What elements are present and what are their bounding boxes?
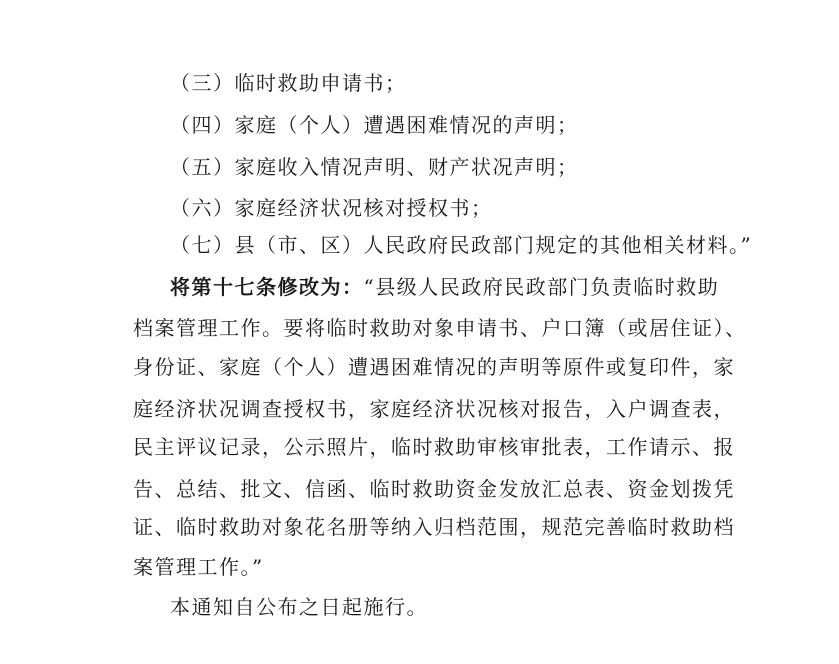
amendment-line: 案管理工作。” xyxy=(133,555,264,579)
list-item-7: （七）县（市、区）人民政府民政部门规定的其他相关材料。” xyxy=(170,233,753,257)
amendment-first-line xyxy=(170,275,719,299)
amendment-line: 告、总结、批文、信函、临时救助资金发放汇总表、资金划拨凭 xyxy=(133,477,735,501)
list-item-4: （四）家庭（个人）遭遇困难情况的声明； xyxy=(170,113,579,137)
amendment-line: 身份证、家庭（个人）遭遇困难情况的声明等原件或复印件，家 xyxy=(133,355,735,379)
amendment-line: 档案管理工作。要将临时救助对象申请书、户口簿（或居住证）、 xyxy=(133,316,747,340)
amendment-lead: 将第十七条修改为： xyxy=(170,275,364,299)
list-item-6: （六）家庭经济状况核对授权书； xyxy=(170,196,493,220)
closing-statement: 本通知自公布之日起施行。 xyxy=(170,595,428,619)
amendment-line: 庭经济状况调查授权书，家庭经济状况核对报告，入户调查表， xyxy=(133,397,735,421)
amendment-text: “县级人民政府民政部门负责临时救助 xyxy=(363,275,720,299)
list-item-3: （三）临时救助申请书； xyxy=(170,71,407,95)
amendment-line: 民主评议记录，公示照片，临时救助审核审批表，工作请示、报 xyxy=(133,435,735,459)
amendment-line: 证、临时救助对象花名册等纳入归档范围，规范完善临时救助档 xyxy=(133,515,735,539)
list-item-5: （五）家庭收入情况声明、财产状况声明； xyxy=(170,155,579,179)
